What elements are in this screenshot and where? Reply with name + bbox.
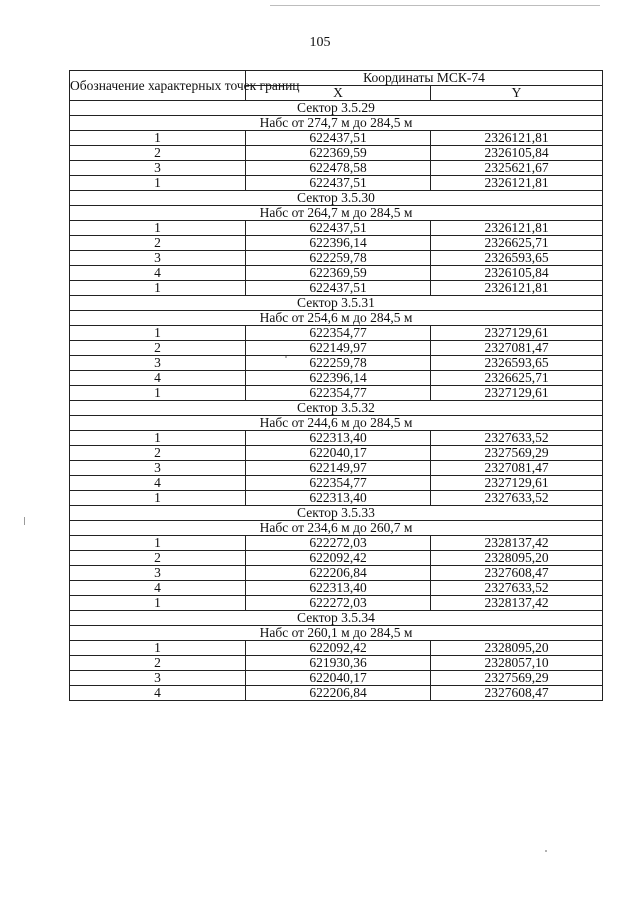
sector-title-row (70, 506, 603, 521)
sector-height-row (70, 626, 603, 641)
coord-y: 2326121,81 (431, 281, 603, 296)
scan-speck (545, 850, 547, 852)
point-id: 1 (70, 386, 246, 401)
coord-y: 2327633,52 (431, 581, 603, 596)
point-id: 2 (70, 446, 246, 461)
coord-x: 622396,14 (246, 371, 431, 386)
table-row (70, 146, 603, 161)
sector-title-row (70, 191, 603, 206)
point-id: 3 (70, 251, 246, 266)
table-row (70, 446, 603, 461)
coord-y: 2327608,47 (431, 686, 603, 701)
point-id: 4 (70, 476, 246, 491)
header-x: X (246, 86, 431, 101)
coord-x: 622259,78 (246, 251, 431, 266)
point-id: 1 (70, 431, 246, 446)
margin-mark (24, 517, 25, 525)
coord-x: 622040,17 (246, 446, 431, 461)
coord-y: 2326105,84 (431, 266, 603, 281)
coord-y: 2326121,81 (431, 176, 603, 191)
point-id: 3 (70, 671, 246, 686)
table-row (70, 566, 603, 581)
coord-y: 2327633,52 (431, 491, 603, 506)
sector-title: Сектор 3.5.30 (70, 191, 603, 206)
point-id: 2 (70, 146, 246, 161)
table-row (70, 266, 603, 281)
point-id: 1 (70, 491, 246, 506)
point-id: 1 (70, 641, 246, 656)
point-id: 4 (70, 686, 246, 701)
coord-y: 2326105,84 (431, 146, 603, 161)
coord-x: 622149,97 (246, 341, 431, 356)
scan-edge-line (270, 5, 600, 6)
coord-y: 2327129,61 (431, 386, 603, 401)
table-row (70, 551, 603, 566)
coord-x: 622149,97 (246, 461, 431, 476)
coord-x: 622369,59 (246, 266, 431, 281)
coord-y: 2326121,81 (431, 131, 603, 146)
coord-y: 2327081,47 (431, 461, 603, 476)
table-row (70, 476, 603, 491)
sector-title-row (70, 401, 603, 416)
coord-x: 622206,84 (246, 686, 431, 701)
table-row (70, 491, 603, 506)
coord-x: 622206,84 (246, 566, 431, 581)
point-id: 3 (70, 461, 246, 476)
coord-x: 622040,17 (246, 671, 431, 686)
table-row (70, 596, 603, 611)
header-y: Y (431, 86, 603, 101)
point-id: 1 (70, 131, 246, 146)
coord-y: 2327081,47 (431, 341, 603, 356)
coord-y: 2326593,65 (431, 356, 603, 371)
coord-x: 622437,51 (246, 281, 431, 296)
coord-x: 622369,59 (246, 146, 431, 161)
sector-height-row (70, 116, 603, 131)
coord-x: 622354,77 (246, 386, 431, 401)
table-row (70, 536, 603, 551)
table-row (70, 356, 603, 371)
table-row (70, 386, 603, 401)
table-body (70, 101, 603, 701)
table-row (70, 581, 603, 596)
point-id: 4 (70, 581, 246, 596)
sector-title: Сектор 3.5.32 (70, 401, 603, 416)
table-row (70, 641, 603, 656)
table-row (70, 686, 603, 701)
coord-x: 622354,77 (246, 476, 431, 491)
point-id: 1 (70, 596, 246, 611)
table-row (70, 341, 603, 356)
coord-y: 2327129,61 (431, 476, 603, 491)
coord-x: 621930,36 (246, 656, 431, 671)
point-id: 3 (70, 356, 246, 371)
table-row (70, 161, 603, 176)
coord-x: 622272,03 (246, 596, 431, 611)
sector-title-row (70, 611, 603, 626)
coord-y: 2325621,67 (431, 161, 603, 176)
sector-height-row (70, 311, 603, 326)
table-row (70, 326, 603, 341)
sector-height-range: Набс от 274,7 м до 284,5 м (70, 116, 603, 131)
point-id: 1 (70, 221, 246, 236)
coord-y: 2327129,61 (431, 326, 603, 341)
page-number: 105 (309, 35, 331, 50)
coord-x: 622354,77 (246, 326, 431, 341)
coord-x: 622259,78 (246, 356, 431, 371)
coord-x: 622478,58 (246, 161, 431, 176)
point-id: 1 (70, 281, 246, 296)
coord-y: 2326625,71 (431, 371, 603, 386)
table-row (70, 281, 603, 296)
coord-x: 622272,03 (246, 536, 431, 551)
coord-y: 2326625,71 (431, 236, 603, 251)
coord-y: 2327633,52 (431, 431, 603, 446)
header-point-label: Обозначение характерных точек границ (70, 71, 246, 101)
coord-x: 622092,42 (246, 551, 431, 566)
coord-y: 2328095,20 (431, 551, 603, 566)
coord-y: 2327608,47 (431, 566, 603, 581)
sector-height-range: Набс от 264,7 м до 284,5 м (70, 206, 603, 221)
coord-x: 622437,51 (246, 131, 431, 146)
sector-height-range: Набс от 254,6 м до 284,5 м (70, 311, 603, 326)
table-row (70, 131, 603, 146)
table-row (70, 431, 603, 446)
table-row (70, 461, 603, 476)
table-row (70, 656, 603, 671)
point-id: 4 (70, 371, 246, 386)
coord-x: 622092,42 (246, 641, 431, 656)
table-row (70, 371, 603, 386)
table-row (70, 176, 603, 191)
sector-height-range: Набс от 260,1 м до 284,5 м (70, 626, 603, 641)
sector-height-range: Набс от 234,6 м до 260,7 м (70, 521, 603, 536)
sector-title: Сектор 3.5.34 (70, 611, 603, 626)
sector-title: Сектор 3.5.29 (70, 101, 603, 116)
coord-y: 2328095,20 (431, 641, 603, 656)
point-id: 2 (70, 236, 246, 251)
coord-x: 622437,51 (246, 176, 431, 191)
sector-title: Сектор 3.5.33 (70, 506, 603, 521)
coord-x: 622313,40 (246, 581, 431, 596)
sector-height-row (70, 521, 603, 536)
coord-y: 2328137,42 (431, 536, 603, 551)
table-row (70, 671, 603, 686)
point-id: 4 (70, 266, 246, 281)
coord-x: 622313,40 (246, 491, 431, 506)
coord-y: 2326593,65 (431, 251, 603, 266)
point-id: 1 (70, 326, 246, 341)
point-id: 3 (70, 566, 246, 581)
sector-height-row (70, 416, 603, 431)
coord-x: 622437,51 (246, 221, 431, 236)
table-row (70, 236, 603, 251)
point-id: 2 (70, 656, 246, 671)
coordinates-table (69, 70, 603, 701)
point-id: 3 (70, 161, 246, 176)
table-row (70, 251, 603, 266)
sector-title: Сектор 3.5.31 (70, 296, 603, 311)
header-coordinate-system: Координаты МСК-74 (246, 71, 603, 86)
point-id: 1 (70, 536, 246, 551)
coord-x: 622396,14 (246, 236, 431, 251)
point-id: 1 (70, 176, 246, 191)
coord-y: 2326121,81 (431, 221, 603, 236)
coord-y: 2327569,29 (431, 671, 603, 686)
sector-height-row (70, 206, 603, 221)
point-id: 2 (70, 551, 246, 566)
coord-x: 622313,40 (246, 431, 431, 446)
point-id: 2 (70, 341, 246, 356)
sector-title-row (70, 101, 603, 116)
sector-height-range: Набс от 244,6 м до 284,5 м (70, 416, 603, 431)
coord-y: 2328057,10 (431, 656, 603, 671)
table-row (70, 221, 603, 236)
sector-title-row (70, 296, 603, 311)
coord-y: 2328137,42 (431, 596, 603, 611)
coord-y: 2327569,29 (431, 446, 603, 461)
